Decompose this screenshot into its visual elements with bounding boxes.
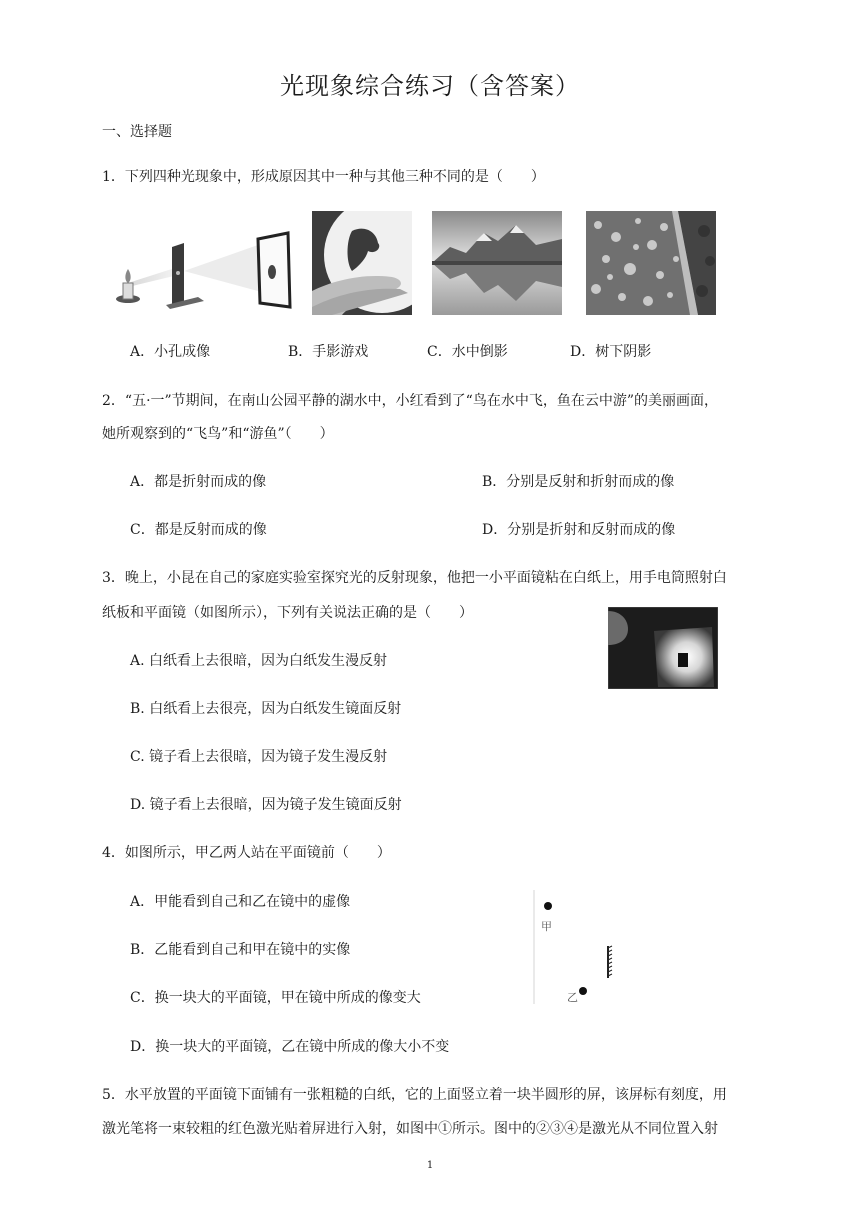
q5-stem-line2: 激光笔将一束较粗的红色激光贴着屏进行入射，如图中①所示。图中的②③④是激光从不同位置入射 xyxy=(102,1121,718,1137)
q3-stem-line2: 纸板和平面镜（如图所示），下列有关说法正确的是（ ） xyxy=(102,605,473,621)
q1-tree-shadow-image xyxy=(586,211,716,315)
q2-option-a[interactable]: A．都是折射而成的像 xyxy=(130,474,267,490)
q4-mirror-figure xyxy=(528,888,628,1006)
q3-mirror-paper-image xyxy=(608,607,718,689)
q3-stem-line1: 3．晚上，小昆在自己的家庭实验室探究光的反射现象，他把一小平面镜粘在白纸上，用手电筒照射白 xyxy=(102,570,727,586)
person-yi-dot xyxy=(579,987,587,995)
q1-option-d[interactable]: D．树下阴影 xyxy=(570,344,652,360)
q3-option-d[interactable]: D. 镜子看上去很暗，因为镜子发生镜面反射 xyxy=(130,797,402,813)
q3-option-c[interactable]: C. 镜子看上去很暗，因为镜子发生漫反射 xyxy=(130,749,388,765)
q1-option-b[interactable]: B．手影游戏 xyxy=(288,344,369,360)
q3-option-b[interactable]: B. 白纸看上去很亮，因为白纸发生镜面反射 xyxy=(130,701,402,717)
q2-option-d[interactable]: D．分别是折射和反射而成的像 xyxy=(482,522,676,538)
q2-stem-line1: 2．“五·一”节期间，在南山公园平静的湖水中，小红看到了“鸟在水中飞，鱼在云中游”的美丽画面， xyxy=(102,393,718,409)
q1-option-c[interactable]: C．水中倒影 xyxy=(427,344,508,360)
q1-hand-shadow-image xyxy=(312,211,412,315)
q4-option-c[interactable]: C．换一块大的平面镜，甲在镜中所成的像变大 xyxy=(130,990,421,1006)
page-number: 1 xyxy=(426,1160,434,1171)
q4-stem: 4．如图所示，甲乙两人站在平面镜前（ ） xyxy=(102,845,391,861)
q1-water-reflection-image xyxy=(432,211,562,315)
q2-option-b[interactable]: B．分别是反射和折射而成的像 xyxy=(482,474,675,490)
q4-label-jia: 甲 xyxy=(541,920,552,933)
q1-option-a[interactable]: A．小孔成像 xyxy=(130,344,211,360)
q1-pinhole-image xyxy=(108,225,296,315)
q4-label-yi: 乙 xyxy=(567,991,578,1004)
page-title: 光现象综合练习（含答案） xyxy=(280,72,580,100)
q1-stem: 1．下列四种光现象中，形成原因其中一种与其他三种不同的是（ ） xyxy=(102,169,545,185)
q4-option-d[interactable]: D．换一块大的平面镜，乙在镜中所成的像大小不变 xyxy=(130,1039,450,1055)
q2-option-c[interactable]: C．都是反射而成的像 xyxy=(130,522,267,538)
person-jia-dot xyxy=(544,902,552,910)
q3-option-a[interactable]: A. 白纸看上去很暗，因为白纸发生漫反射 xyxy=(130,653,388,669)
q5-stem-line1: 5．水平放置的平面镜下面铺有一张粗糙的白纸，它的上面竖立着一块半圆形的屏，该屏标有刻度，用 xyxy=(102,1087,727,1103)
section-heading: 一、选择题 xyxy=(102,124,172,140)
q2-stem-line2: 她所观察到的“飞鸟”和“游鱼”（ ） xyxy=(102,426,334,442)
q4-option-b[interactable]: B．乙能看到自己和甲在镜中的实像 xyxy=(130,942,351,958)
q4-option-a[interactable]: A．甲能看到自己和乙在镜中的虚像 xyxy=(130,894,351,910)
